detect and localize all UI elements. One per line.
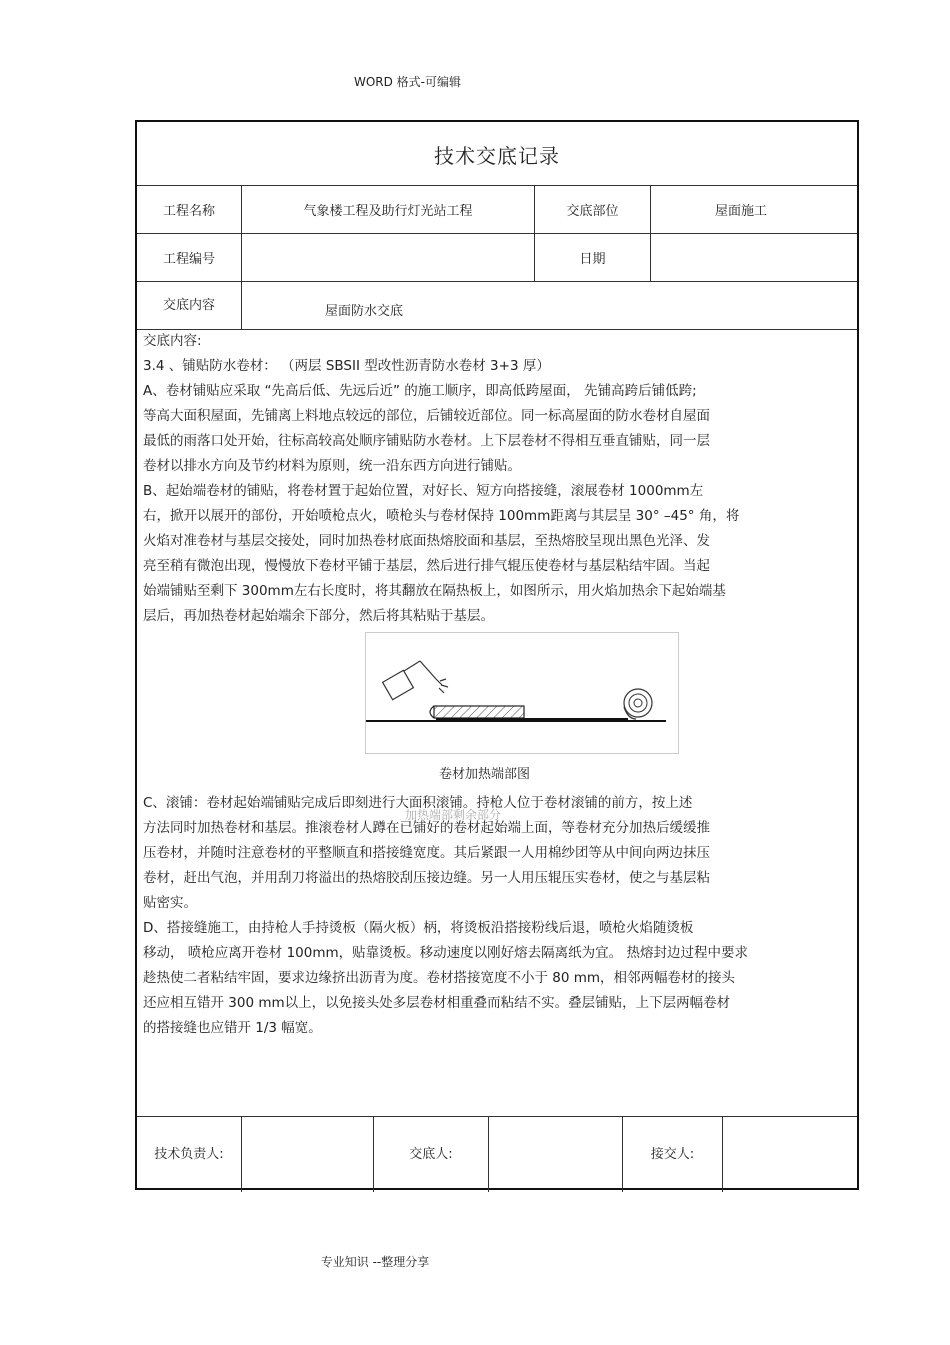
body-line: 最低的雨落口处开始，往标高较高处顺序铺贴防水卷材。上下层卷材不得相互垂直铺贴，同一层 — [143, 433, 710, 449]
page-header: WORD 格式-可编辑 — [353, 75, 462, 89]
body-text-2 — [143, 791, 748, 1041]
part-label: 交底部位 — [566, 203, 619, 219]
body-line: 趁热使二者粘结牢固，要求边缘挤出沥青为度。卷材搭接宽度不小于 80 mm，相邻两幅卷材的接头 — [143, 970, 736, 986]
body-line: 的搭接缝也应错开 1/3 幅宽。 — [143, 1020, 322, 1036]
divider — [137, 281, 857, 282]
content-value: 屋面防水交底 — [325, 303, 404, 319]
record-table — [135, 120, 859, 1190]
body-line: 等高大面积屋面，先铺离上料地点较远的部位，后铺较近部位。同一标高屋面的防水卷材自屋面 — [143, 408, 710, 424]
project-no-label: 工程编号 — [162, 251, 215, 267]
roll-heating-figure — [365, 632, 679, 754]
date-label: 日期 — [579, 251, 606, 267]
receiver-label: 接交人: — [650, 1146, 695, 1162]
body-line: 压卷材，并随时注意卷材的平整顺直和搭接缝宽度。其后紧跟一人用棉纱团等从中间向两边抹压 — [143, 845, 710, 861]
tech-lead-label: 技术负责人: — [154, 1146, 224, 1162]
body-line: D、搭接缝施工，由持枪人手持烫板（隔火板）柄，将烫板沿搭接粉线后退，喷枪火焰随烫板 — [143, 920, 694, 936]
presenter-label: 交底人: — [409, 1146, 453, 1162]
body-line: 方法同时加热卷材和基层。推滚卷材人蹲在已铺好的卷材起始端上面，等卷材充分加热后缓缓推 — [143, 820, 710, 836]
content-label: 交底内容 — [162, 297, 215, 313]
body-line: 火焰对准卷材与基层交接处，同时加热卷材底面热熔胶面和基层，至热熔胶呈现出黑色光泽、发 — [143, 533, 710, 549]
body-line: 3.4 、铺贴防水卷材： （两层 SBSII 型改性沥青防水卷材 3+3 厚） — [143, 358, 550, 374]
project-name-value: 气象楼工程及助行灯光站工程 — [303, 203, 473, 219]
body-line: 还应相互错开 300 mm以上，以免接头处多层卷材相重叠而粘结不实。叠层铺贴，上下层两幅卷材 — [143, 995, 731, 1011]
body-line: 卷材，赶出气泡，并用刮刀将溢出的热熔胶刮压接边缝。另一人用压辊压实卷材，使之与基层粘 — [143, 870, 710, 886]
body-line: 贴密实。 — [143, 895, 197, 911]
receiver-signature — [723, 1116, 857, 1188]
body-line: 层后，再加热卷材起始端余下部分，然后将其粘贴于基层。 — [143, 608, 494, 624]
body-line: 交底内容: — [143, 333, 202, 349]
body-line: 始端铺贴至剩下 300mm左右长度时，将其翻放在隔热板上，如图所示，用火焰加热余下起始端基 — [143, 583, 726, 599]
project-name-label: 工程名称 — [162, 203, 215, 219]
body-line: 亮至稍有微泡出现，慢慢放下卷材平铺于基层，然后进行排气辊压使卷材与基层粘结牢固。当起 — [143, 558, 710, 574]
presenter-signature — [489, 1116, 622, 1188]
figure-overlay-text: 加热端部剩余部分 — [405, 808, 502, 822]
project-no-value — [242, 233, 534, 281]
body-line: A、卷材铺贴应采取 “先高后低、先远后近” 的施工顺序，即高低跨屋面， 先铺高跨后铺低跨; — [143, 383, 697, 399]
tech-lead-signature — [242, 1116, 373, 1188]
figure-caption: 卷材加热端部图 — [439, 767, 531, 782]
torch-roll-illustration — [366, 633, 678, 753]
body-line: 移动， 喷枪应离开卷材 100mm，贴靠烫板。移动速度以刚好熔去隔离纸为宜。 热熔封边过程中要求 — [143, 945, 748, 961]
part-value: 屋面施工 — [714, 203, 767, 219]
date-value — [651, 233, 859, 281]
body-text — [143, 329, 739, 629]
body-line: 右，掀开以展开的部份，开始喷枪点火，喷枪头与卷材保持 100mm距离与其层呈 30° –45° 角，将 — [143, 508, 740, 524]
page-title: 技术交底记录 — [434, 143, 560, 168]
body-line: C、滚铺：卷材起始端铺贴完成后即刻进行大面积滚铺。持枪人位于卷材滚铺的前方，按上述 — [143, 795, 693, 811]
body-line: 卷材以排水方向及节约材料为原则，统一沿东西方向进行铺贴。 — [143, 458, 521, 474]
page-footer: 专业知识 --整理分享 — [320, 1255, 430, 1269]
body-line: B、起始端卷材的铺贴，将卷材置于起始位置，对好长、短方向搭接缝，滚展卷材 1000mm左 — [143, 483, 704, 499]
